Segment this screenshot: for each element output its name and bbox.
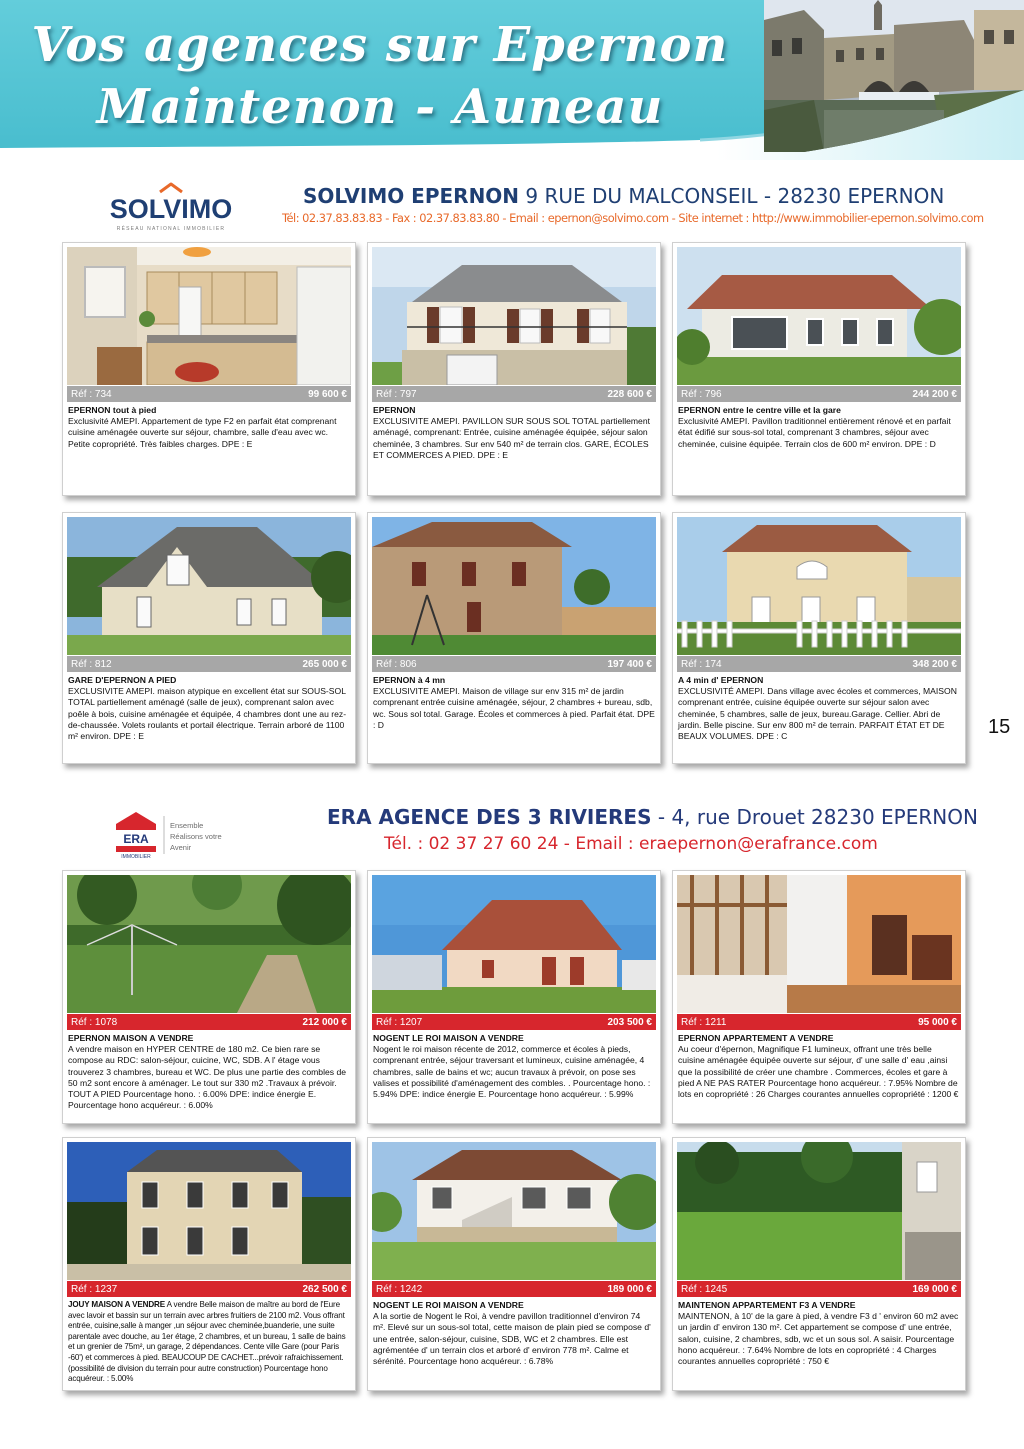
- listing-price: 244 200 €: [912, 388, 957, 400]
- listing-title: A 4 min d' EPERNON: [678, 675, 764, 685]
- listing-card-solvimo-812[interactable]: [62, 512, 356, 764]
- listing-photo: [67, 875, 351, 1013]
- listing-ref: Réf : 1245: [681, 1283, 728, 1295]
- listing-ref-bar: [372, 386, 656, 402]
- listing-ref-bar: [372, 656, 656, 672]
- era-agency-heading: [327, 805, 978, 829]
- banner-title: [0, 14, 760, 138]
- listing-photo: [677, 517, 961, 655]
- solvimo-agency-address: 9 RUE DU MALCONSEIL - 28230 EPERNON: [519, 184, 945, 208]
- solvimo-logo-mark: [96, 178, 246, 238]
- listing-ref-bar: [372, 1014, 656, 1030]
- listing-text: EXCLUSIVITE AMEPI. PAVILLON SUR SOUS SOL TOTAL partiellement aménagé, comprenant: Entrée, cuisine aménagée équipée, séjour salon cheminée, 3 chambres. Sur env 540 m² de terrain clos. GARE, ÉCOLES ET COMMERCES A PIED. DPE : E: [373, 416, 651, 460]
- listing-description: [678, 405, 960, 450]
- banner-title-line2: Maintenon - Auneau: [96, 79, 664, 135]
- era-contact-line: Tél. : 02 37 27 60 24 - Email : eraepernon@erafrance.com: [384, 834, 878, 854]
- banner-title-line1: Vos agences sur Epernon: [31, 17, 729, 73]
- listing-ref: Réf : 174: [681, 658, 722, 670]
- listing-photo: [677, 247, 961, 385]
- listing-card-solvimo-734[interactable]: [62, 242, 356, 496]
- listing-ref-bar: [67, 386, 351, 402]
- listing-title: EPERNON MAISON A VENDRE: [68, 1033, 194, 1043]
- listing-ref: Réf : 1207: [376, 1016, 423, 1028]
- header-banner: [0, 0, 1024, 160]
- listing-card-era-1245[interactable]: [672, 1137, 966, 1391]
- listing-title: EPERNON tout à pied: [68, 405, 157, 415]
- listing-ref: Réf : 797: [376, 388, 417, 400]
- solvimo-logo: [96, 178, 246, 238]
- listing-title: EPERNON APPARTEMENT A VENDRE: [678, 1033, 834, 1043]
- listing-title: EPERNON à 4 mn: [373, 675, 446, 685]
- listing-description: [373, 1300, 655, 1367]
- listing-description: [678, 1300, 960, 1367]
- solvimo-logo-tagline: RÉSEAU NATIONAL IMMOBILIER: [116, 226, 226, 232]
- listing-text: A la sortie de Nogent le Roi, à vendre pavillon traditionnel d'environ 74 m². Elevé sur un sous-sol total, cette maison de plain pied se compose d' une entrée, salon-séjour, cuisine, SDB, WC et 2 chambres. Elle est agrémentée d' un terrain clos et arboré d' environ 778 m². Calme et sérénité. Pourcentage hono acquéreur. : 6.78%: [373, 1311, 651, 1367]
- era-agency-address: - 4, rue Drouet 28230 EPERNON: [651, 805, 978, 829]
- listing-photo: [372, 1142, 656, 1280]
- listing-text: A vendre maison en HYPER CENTRE de 180 m2. Ce bien rare se compose au RDC: salon-séjour, cuicine, WC, SDB. A l' étage vous trouverez 3 chambres, bureau et WC. De plus une partie des combles de 50 m2 sont encore à aménager. Le tout sur 330 m2 .Travaux à prévoir. TOUT A PIED Pourcentage hono. : 6.00% DPE: indice énergie E. Pourcentage hono acquéreur. : 6.00%: [68, 1044, 347, 1111]
- listing-title: MAINTENON APPARTEMENT F3 A VENDRE: [678, 1300, 856, 1310]
- listing-ref-bar: [372, 1281, 656, 1297]
- listing-card-era-1207[interactable]: [367, 870, 661, 1124]
- listing-card-solvimo-797[interactable]: [367, 242, 661, 496]
- listing-photo: [372, 247, 656, 385]
- listing-ref: Réf : 796: [681, 388, 722, 400]
- listing-price: 348 200 €: [912, 658, 957, 670]
- listing-photo: [677, 875, 961, 1013]
- listing-price: 265 000 €: [302, 658, 347, 670]
- listing-title: EPERNON entre le centre ville et la gare: [678, 405, 841, 415]
- listing-photo: [372, 517, 656, 655]
- listing-text: Au coeur d'épernon, Magnifique F1 lumineux, offrant une très belle cuisine aménagée équipée ouverte sur séjour, d' une salle d' eau ,ainsi que la possibilité de créer une chambre . Commerces, écoles et gare à pied A NE PAS RATER Pourcentage hono acquéreur. : 7.95% Nombre de lots en copropriété : 26 Charges courantes annuelles copropriété : 1200 €: [678, 1044, 959, 1100]
- era-logo-text: ERA: [123, 832, 149, 846]
- listing-card-era-1078[interactable]: [62, 870, 356, 1124]
- listing-ref-bar: [677, 1014, 961, 1030]
- listing-text: EXCLUSIVITE AMEPI. Maison de village sur env 315 m² de jardin comprenant entrée cuisine aménagée, séjour, 2 chambres + bureau, sdb, wc. Sous sol total. Garage. Écoles et commerces à pied. Parfait état. DPE : D: [373, 686, 655, 730]
- listing-description: [678, 675, 960, 742]
- era-slogan-line3: Avenir: [170, 843, 192, 852]
- listing-text: EXCLUSIVITE AMEPI. maison atypique en excellent état sur SOUS-SOL TOTAL partiellement aménagé (salle de jeux), comprenant salon avec poêle à bois, cuisine aménagée et équipée, 4 chambres dont une au rez-de-chaussée. Volets roulants et portail électrique. Terrain arboré de 1100 m² environ. DPE : E: [68, 686, 347, 742]
- solvimo-contact-line: Tél: 02.37.83.83.83 - Fax : 02.37.83.83.80 - Email : epernon@solvimo.com - Site internet : http://www.immobilier-epernon.solvimo.com: [282, 211, 984, 225]
- listing-ref-bar: [677, 1281, 961, 1297]
- era-logo-mark: [110, 808, 240, 860]
- listing-title: NOGENT LE ROI MAISON A VENDRE: [373, 1300, 524, 1310]
- listing-title: JOUY MAISON A VENDRE: [68, 1300, 165, 1309]
- listing-price: 203 500 €: [607, 1016, 652, 1028]
- listing-ref: Réf : 1078: [71, 1016, 118, 1028]
- listing-ref: Réf : 812: [71, 658, 112, 670]
- listing-card-solvimo-174[interactable]: [672, 512, 966, 764]
- listing-ref: Réf : 1242: [376, 1283, 423, 1295]
- era-logo: [110, 808, 240, 860]
- listing-title: NOGENT LE ROI MAISON A VENDRE: [373, 1033, 524, 1043]
- listing-description: [68, 405, 350, 450]
- listing-card-solvimo-806[interactable]: [367, 512, 661, 764]
- era-slogan-line1: Ensemble: [170, 821, 204, 830]
- listing-price: 197 400 €: [607, 658, 652, 670]
- listing-text: EXCLUSIVITÉ AMEPI. Dans village avec écoles et commerces, MAISON comprenant entrée, cuisine équipée ouverte sur séjour salon avec cheminée, 5 chambres, salle de jeux, bureau.Garage. Cellier. Abri de jardin. Belle piscine. Sur env 800 m² de terrain. PARFAIT ÉTAT ET DE BEAUX VOLUMES. DPE : C: [678, 686, 957, 742]
- listing-photo: [67, 247, 351, 385]
- listing-text: Exclusivité AMEPI. Appartement de type F2 en parfait état comprenant cuisine aménagée ouverte sur séjour, chambre, salle d'eau avec wc. Petite copropriété. Très faibles charges. DPE : E: [68, 416, 337, 449]
- listing-ref-bar: [67, 656, 351, 672]
- page-number: 15: [988, 716, 1011, 738]
- listing-description: [373, 1033, 655, 1100]
- listing-description: [68, 1300, 350, 1385]
- solvimo-agency-heading: [303, 184, 944, 208]
- listing-price: 95 000 €: [918, 1016, 957, 1028]
- listing-price: 99 600 €: [308, 388, 347, 400]
- listing-price: 212 000 €: [302, 1016, 347, 1028]
- listing-description: [68, 675, 350, 742]
- listing-text: Nogent le roi maison récente de 2012, commerce et écoles à pieds, comprenant entrée, séjour traversant et lumineux, cuisine aménagée, 4 chambres, salle de bains et wc; aucun travaux à prévoir, on pose ses valises et possibilité d'aménagement des combles. . Pourcentage hono. : 5.94% DPE: indice énergie E. Pourcentage hono acquéreur. : 5.99%: [373, 1044, 651, 1100]
- listing-text: A vendre Belle maison de maître au bord de l'Eure avec lavoir et bassin sur un terrain avec arbres fruitiers de 2100 m2. Vous offrant entrée, cuisine,salle à manger ,un séjour avec cheminée,buanderie, une suite parentale avec douche, au 1er étage, 2 chambres, et un bureau, 1 salle de bains et un grenier de 75m², un garage, 2 dépendances. Cente ville Gare (pour Paris -60') et commerces à pied. BEAUCOUP DE CACHET...prévoir rafraichissement. (possibilité de division du terrain pour autre construction) Pourcentage hono acquéreur. : 5.00%: [68, 1300, 346, 1384]
- listing-ref: Réf : 734: [71, 388, 112, 400]
- listing-ref-bar: [677, 386, 961, 402]
- listing-description: [373, 675, 655, 731]
- listing-price: 189 000 €: [607, 1283, 652, 1295]
- listing-ref: Réf : 806: [376, 658, 417, 670]
- listing-title: GARE D'EPERNON A PIED: [68, 675, 177, 685]
- listing-ref-bar: [67, 1281, 351, 1297]
- listing-photo: [372, 875, 656, 1013]
- listing-ref-bar: [677, 656, 961, 672]
- listing-card-era-1237[interactable]: [62, 1137, 356, 1391]
- listing-price: 228 600 €: [607, 388, 652, 400]
- listing-text: Exclusivité AMEPI. Pavillon traditionnel entièrement rénové et en parfait état édifié sur sous-sol total, comprenant 3 chambres, séjour avec cheminée, cuisine équipée. Terrain clos de 600 m² environ. DPE : D: [678, 416, 951, 449]
- solvimo-logo-text: SOLVIMO: [109, 194, 233, 224]
- banner-town-photo: [764, 0, 1024, 152]
- listing-card-era-1242[interactable]: [367, 1137, 661, 1391]
- listing-photo: [67, 517, 351, 655]
- listing-ref: Réf : 1211: [681, 1016, 727, 1028]
- listing-description: [68, 1033, 350, 1111]
- era-logo-sub: IMMOBILIER: [121, 854, 151, 860]
- listing-card-solvimo-796[interactable]: [672, 242, 966, 496]
- listing-card-era-1211[interactable]: [672, 870, 966, 1124]
- era-slogan-line2: Réalisons votre: [170, 832, 222, 841]
- solvimo-agency-name: SOLVIMO EPERNON: [303, 184, 520, 208]
- listing-description: [678, 1033, 960, 1100]
- listing-price: 169 000 €: [912, 1283, 957, 1295]
- listing-photo: [67, 1142, 351, 1280]
- era-agency-name: ERA AGENCE DES 3 RIVIERES: [327, 805, 652, 829]
- listing-price: 262 500 €: [302, 1283, 347, 1295]
- listing-photo: [677, 1142, 961, 1280]
- listing-title: EPERNON: [373, 405, 416, 415]
- listing-ref: Réf : 1237: [71, 1283, 118, 1295]
- listing-text: MAINTENON, à 10' de la gare à pied, à vendre F3 d ' environ 60 m2 avec un jardin d' environ 130 m². Cet appartement se compose d' une entrée, salon, cuisine, 2 chambres, sdb, wc et un sous sol. A saisir. Pourcentage hono acquéreur. : 7.64% Nombre de lots en copropriété : 4 Charges courantes annuelles copropriété : 750 €: [678, 1311, 959, 1367]
- listing-description: [373, 405, 655, 461]
- listing-ref-bar: [67, 1014, 351, 1030]
